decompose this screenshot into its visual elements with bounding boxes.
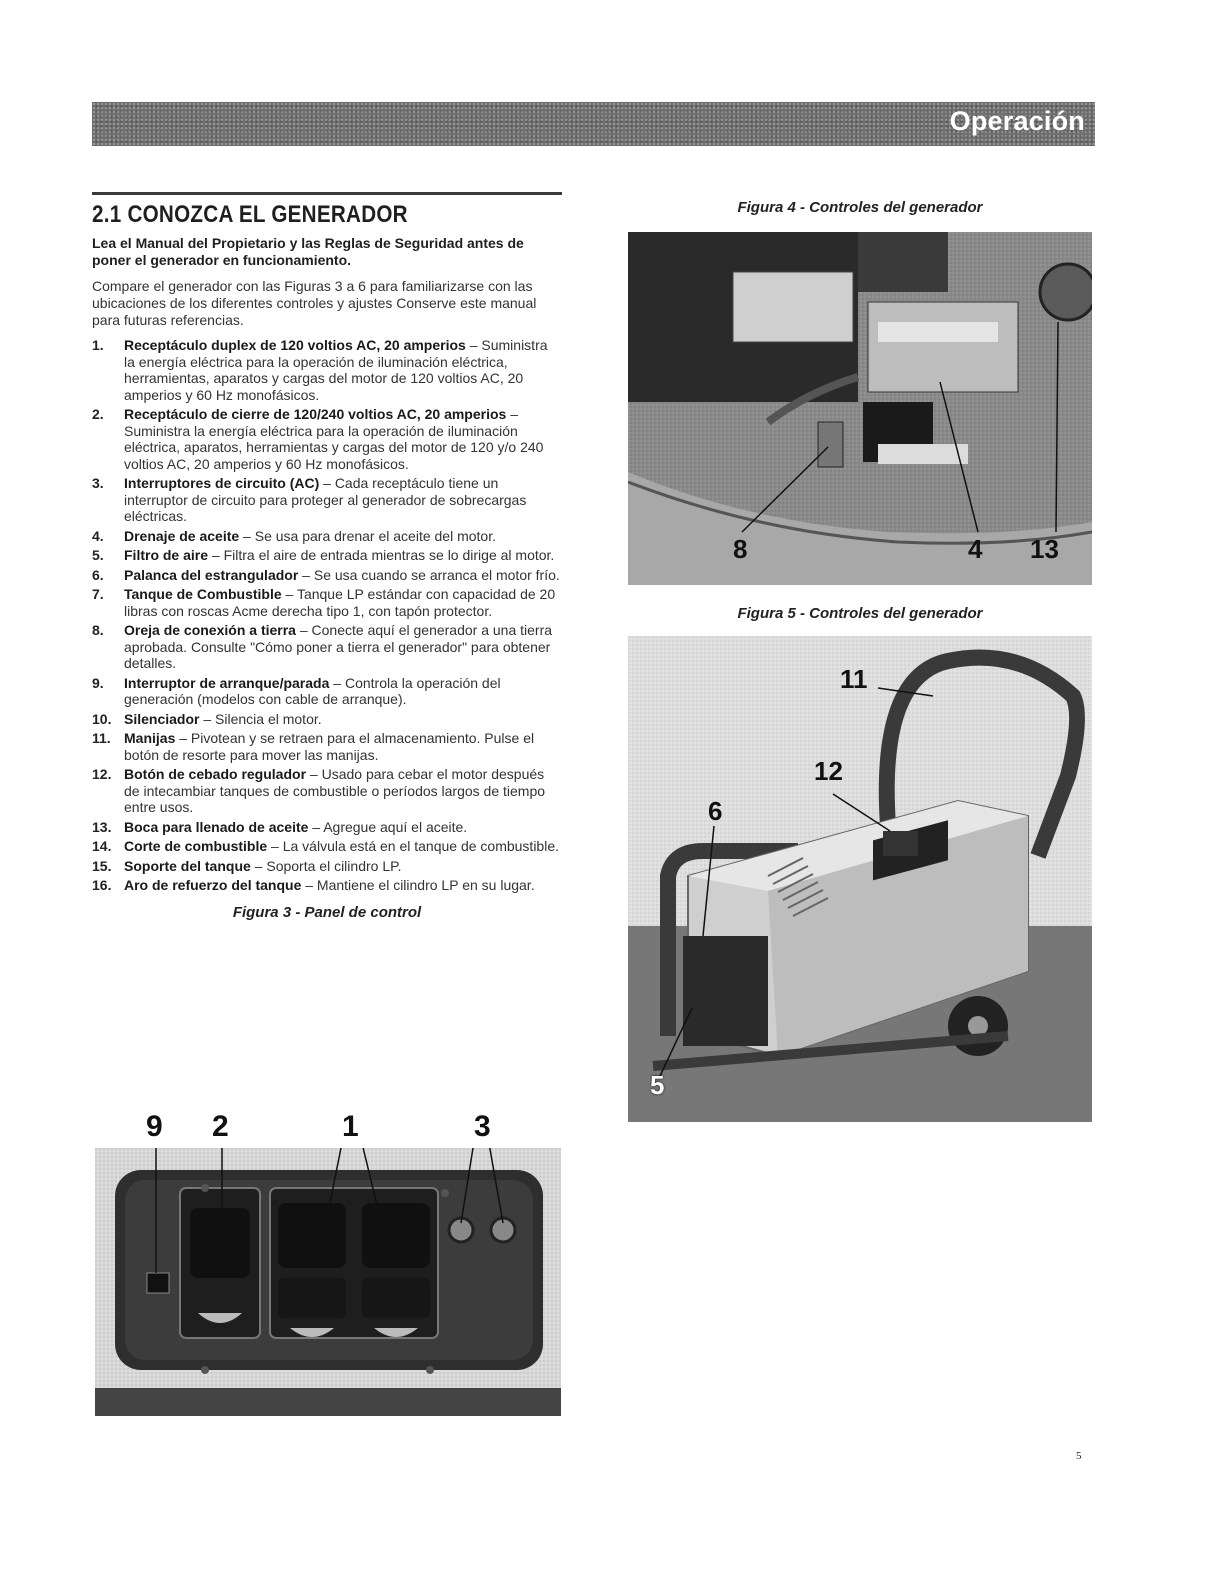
- fig5-label-6: 6: [708, 796, 723, 826]
- item-term: Aro de refuerzo del tanque: [124, 877, 302, 893]
- item-number: 5.: [92, 547, 104, 563]
- item-term: Corte de combustible: [124, 838, 268, 854]
- item-description: – Controla la operación del generación (modelos con cable de arranque).: [124, 674, 501, 707]
- left-column: [92, 192, 562, 921]
- item-number: 3.: [92, 475, 104, 491]
- fig3-label-3: 3: [474, 1110, 491, 1143]
- item-text: [124, 586, 562, 619]
- item-number: 13.: [92, 818, 112, 835]
- item-description: – Pivotean y se retraen para el almacenamiento. Pulse el botón de resorte para mover las manijas.: [124, 730, 535, 763]
- item-description: – Cada receptáculo tiene un interruptor de circuito para proteger al generador de sobrecargas eléctricas.: [124, 475, 527, 524]
- list-item: [92, 877, 562, 894]
- item-text: [124, 711, 322, 728]
- item-text: [124, 567, 560, 584]
- list-item: [92, 675, 562, 708]
- list-item: [92, 766, 562, 816]
- list-item: [92, 547, 562, 564]
- fig4-label-13: 13: [1030, 534, 1059, 564]
- item-term: Receptáculo de cierre de 120/240 voltios AC, 20 amperios: [124, 406, 507, 422]
- fig4-label-8: 8: [733, 534, 748, 564]
- item-number: 12.: [92, 766, 112, 782]
- item-number: 9.: [92, 674, 104, 691]
- item-term: Interruptor de arranque/parada: [124, 674, 330, 691]
- list-item: [92, 711, 562, 728]
- item-text: [124, 858, 402, 875]
- list-item: [92, 838, 562, 855]
- list-item: [92, 858, 562, 875]
- section-rule: [92, 192, 562, 195]
- item-term: Drenaje de aceite: [124, 527, 240, 544]
- item-description: – Suministra la energía eléctrica para la operación de iluminación eléctrica, aparatos, herramientas y cargas del motor de 120 y/o 240 voltios AC, 20 amperios y 60 Hz monofásicos.: [124, 406, 544, 472]
- list-item: [92, 819, 562, 836]
- list-item: [92, 567, 562, 584]
- header-title: Operación: [949, 106, 1085, 136]
- item-description: – Agregue aquí el aceite.: [308, 818, 468, 835]
- item-text: [124, 730, 562, 763]
- intro-text: Compare el generador con las Figuras 3 a 6 para familiarizarse con las ubicaciones de los diferentes controles y ajustes Conserve este manual para futuras referencias.: [92, 278, 537, 328]
- item-text: [124, 475, 562, 525]
- list-item: [92, 337, 562, 403]
- item-description: – Soporta el cilindro LP.: [250, 857, 402, 874]
- item-number: 1.: [92, 337, 104, 353]
- item-description: – Filtra el aire de entrada mientras se lo dirige al motor.: [208, 547, 555, 563]
- item-description: – Se usa cuando se arranca el motor frío.: [298, 566, 560, 583]
- list-item: [92, 622, 562, 672]
- list-item: [92, 406, 562, 472]
- section-title: 2.1 CONOZCA EL GENERADOR: [92, 201, 408, 228]
- list-item: [92, 730, 562, 763]
- intro-warning: Lea el Manual del Propietario y las Reglas de Seguridad antes de poner el generador en funcionamiento.: [92, 235, 524, 268]
- list-item: [92, 586, 562, 619]
- item-number: 2.: [92, 406, 104, 422]
- item-term: Silenciador: [124, 710, 200, 727]
- fig4-label-4: 4: [968, 534, 983, 564]
- fig3-label-1: 1: [342, 1110, 359, 1143]
- figure3-caption: Figura 3 - Panel de control: [232, 903, 422, 921]
- list-item: [92, 475, 562, 525]
- item-number: 14.: [92, 838, 112, 854]
- controls-list: [92, 337, 562, 894]
- item-term: Tanque de Combustible: [124, 586, 282, 602]
- list-item: [92, 528, 562, 545]
- figure5-caption: Figura 5 - Controles del generador: [737, 605, 983, 622]
- item-number: 10.: [92, 710, 112, 727]
- item-text: [124, 819, 467, 836]
- item-text: [124, 528, 496, 545]
- item-term: Interruptores de circuito (AC): [124, 475, 320, 491]
- item-text: [124, 547, 554, 564]
- item-number: 7.: [92, 586, 104, 602]
- item-text: [124, 766, 562, 816]
- item-number: 15.: [92, 857, 112, 874]
- figure4-caption: Figura 4 - Controles del generador: [737, 199, 983, 216]
- item-text: [124, 337, 562, 403]
- item-text: [124, 877, 535, 894]
- item-term: Receptáculo duplex de 120 voltios AC, 20 amperios: [124, 337, 466, 353]
- fig5-label-11: 11: [840, 664, 868, 694]
- item-term: Oreja de conexión a tierra: [124, 622, 296, 638]
- item-term: Manijas: [124, 730, 176, 746]
- figure3-control-panel-photo: [95, 1148, 561, 1416]
- item-term: Palanca del estrangulador: [124, 566, 299, 583]
- item-number: 11.: [92, 730, 111, 746]
- fig3-label-2: 2: [212, 1110, 229, 1143]
- item-description: – Suministra la energía eléctrica para la operación de iluminación eléctrica, herramientas, aparatos y cargas del motor de 120 voltios AC, 20 amperios y 60 Hz monofásicos.: [124, 337, 548, 403]
- item-number: 16.: [92, 877, 112, 893]
- item-description: – Mantiene el cilindro LP en su lugar.: [301, 877, 535, 893]
- item-term: Botón de cebado regulador: [124, 766, 307, 782]
- fig3-label-9: 9: [146, 1110, 163, 1143]
- item-description: – Silencia el motor.: [199, 710, 322, 727]
- item-description: – Se usa para drenar el aceite del motor.: [239, 527, 496, 544]
- item-text: [124, 622, 562, 672]
- page-number: 5: [1076, 1450, 1082, 1462]
- item-term: Soporte del tanque: [124, 857, 251, 874]
- item-number: 6.: [92, 566, 104, 583]
- figure5-generator-photo: [628, 636, 1092, 1122]
- item-text: [124, 838, 559, 855]
- fig5-label-12: 12: [814, 756, 843, 786]
- item-text: [124, 675, 562, 708]
- figure4-generator-controls-photo: [628, 232, 1092, 585]
- fig5-label-5: 5: [650, 1070, 665, 1100]
- item-text: [124, 406, 562, 472]
- section-header-bar: [92, 102, 1095, 146]
- item-description: – La válvula está en el tanque de combustible.: [267, 838, 560, 854]
- item-number: 8.: [92, 622, 104, 638]
- item-term: Boca para llenado de aceite: [124, 818, 309, 835]
- item-description: – Tanque LP estándar con capacidad de 20 libras con roscas Acme derecha tipo 1, con tapón protector.: [124, 586, 556, 619]
- item-number: 4.: [92, 527, 104, 544]
- item-description: – Conecte aquí el generador a una tierra aprobada. Consulte "Cómo poner a tierra el generador" para obtener detalles.: [124, 622, 553, 671]
- item-term: Filtro de aire: [124, 547, 209, 563]
- item-description: – Usado para cebar el motor después de intecambiar tanques de combustible o períodos largos de tiempo entre usos.: [124, 766, 546, 815]
